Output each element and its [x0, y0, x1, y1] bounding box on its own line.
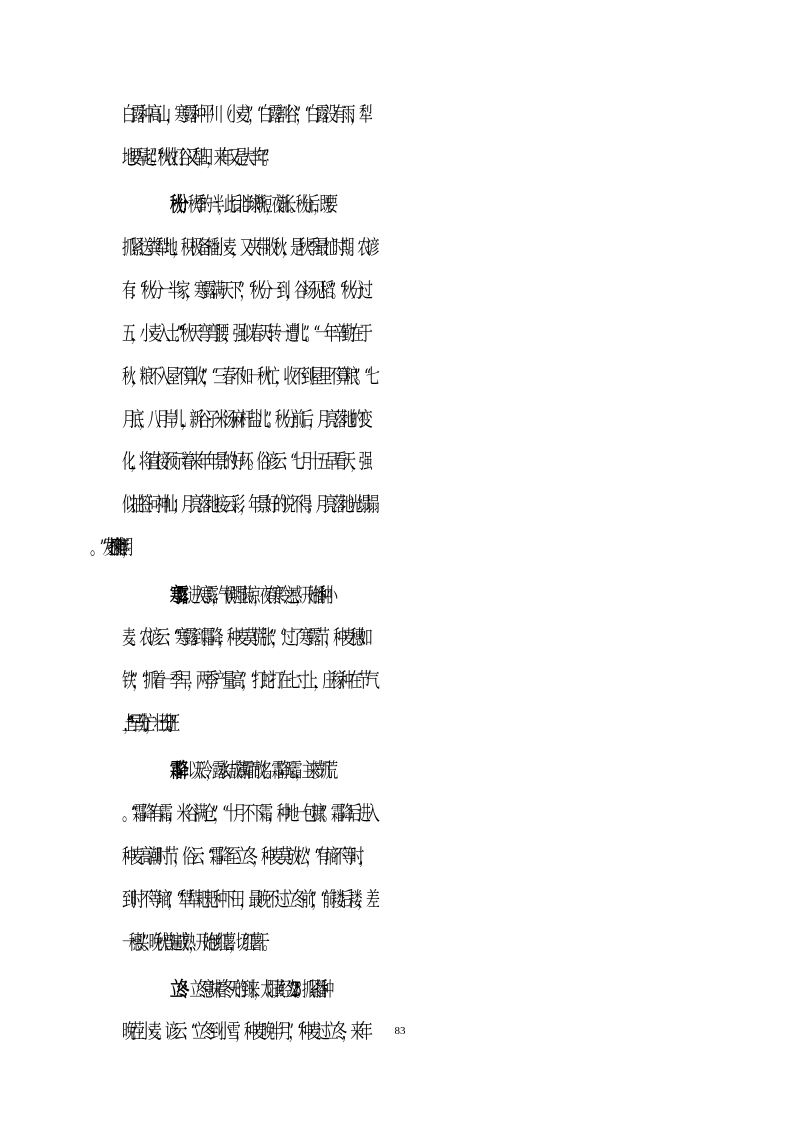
line-text: 五，小麦入土。”“秋天弯弯腰，强似春天转一遭儿”。“一年辛勤在于 [122, 321, 368, 345]
text-line [170, 191, 682, 217]
line-text: 种麦高潮时节，俗云：“霜降至立冬，种麦莫放松”，“有墒不等时， [122, 844, 368, 868]
text-line [122, 320, 682, 346]
line-text: 麦。农谚云：“寒露到霜降，种麦莫慌张”，“过了寒露节，种麦穗如 [122, 625, 368, 649]
paragraph-heading: 寒露： [170, 583, 188, 607]
line-text: 。“霜降有霜，米谷满仓”，“十月不下霜，种地一包糠”。霜降后进入 [122, 801, 375, 825]
line-text: 以天冷，露水结成薄霜而故名。霜降无霜，主来岁饥荒 [187, 758, 332, 782]
text-line [122, 491, 682, 517]
text-line [122, 448, 682, 474]
line-text: 立冬意味着冬天的到来，太阳黄经为 225°。抓紧播种 [189, 977, 328, 1001]
text-line [122, 234, 682, 260]
line-text: 化，将直接预示着来年年景的好坏。俗谚云：“七月十五早看天，强 [122, 449, 368, 473]
line-text: 进入寒露，气候明显转凉，夜有寒冷之感，开始播种小 [187, 583, 332, 607]
text-line [122, 406, 682, 432]
text-line [122, 710, 682, 736]
page-number: 83 [394, 1025, 406, 1037]
paragraph-heading: 霜降： [170, 758, 188, 782]
text-line [122, 624, 682, 650]
paragraph-heading: 秋分： [170, 192, 188, 216]
line-text: 有：“秋分一半家，寒露满天下”，“秋分一到，谷场见稻”。“秋分过 [122, 278, 368, 302]
line-text: 秋，粮不入屋不算收”，“三春不如一秋忙，收不到屋里不算粮”。“七 [122, 364, 375, 388]
line-text: 月底，八月岸儿，新谷子米汤麻杆盐儿”。秋分前后，月亮落地的变 [122, 407, 368, 431]
text-line [122, 800, 682, 826]
line-text: 似抽签问神仙；月亮落地接云彩，年景好的说不得；月亮落地光塌塌 [122, 492, 374, 516]
line-text: 地要早起”。“秋收打谷又犁田，来年又是大丰年”。 [122, 145, 270, 169]
text-line [122, 667, 682, 693]
line-text: 白露种高山，寒露种平川（小麦）”，“白露割谷”，“白露没有雨，犁 [122, 102, 368, 126]
line-text: 上”，“一早三分忙，一壮三分旺”。 [122, 711, 172, 735]
text-line [170, 582, 682, 608]
text-line [122, 144, 682, 170]
line-text: 秋季的一半，此后北半球渐短，夜渐长。秋分后，既要 [187, 192, 332, 216]
line-text: 晚茬小麦。谚云：“立冬到小雪，种麦晚半月”，“种麦过立冬，来年 [122, 1019, 368, 1043]
line-text: 到时不等墒”，“犁犁耙耙种下田，最晚不过立冬前”，“前耧后耧，差 [122, 887, 375, 911]
text-line [170, 757, 682, 783]
text-line [122, 277, 682, 303]
line-text: 抓紧送粪犁地，积极备播小麦，又夹带收秋，是秋季最忙时期。农谚 [122, 235, 374, 259]
line-text: 铁”，“抓着一季早，两季产量高”，“打蛇打在七寸上，庄稼种在节气 [122, 668, 375, 692]
text-line [122, 534, 682, 560]
text-line [122, 843, 682, 869]
text-line [122, 929, 682, 955]
text-line [122, 886, 682, 912]
paragraph-heading: 立冬： [170, 977, 190, 1001]
text-line [122, 101, 682, 127]
line-text: 一穗头”。晚秋普遍成熟，开始刨红薯，切红薯干。 [122, 930, 270, 954]
text-line [122, 363, 682, 389]
text-line [170, 976, 682, 1002]
